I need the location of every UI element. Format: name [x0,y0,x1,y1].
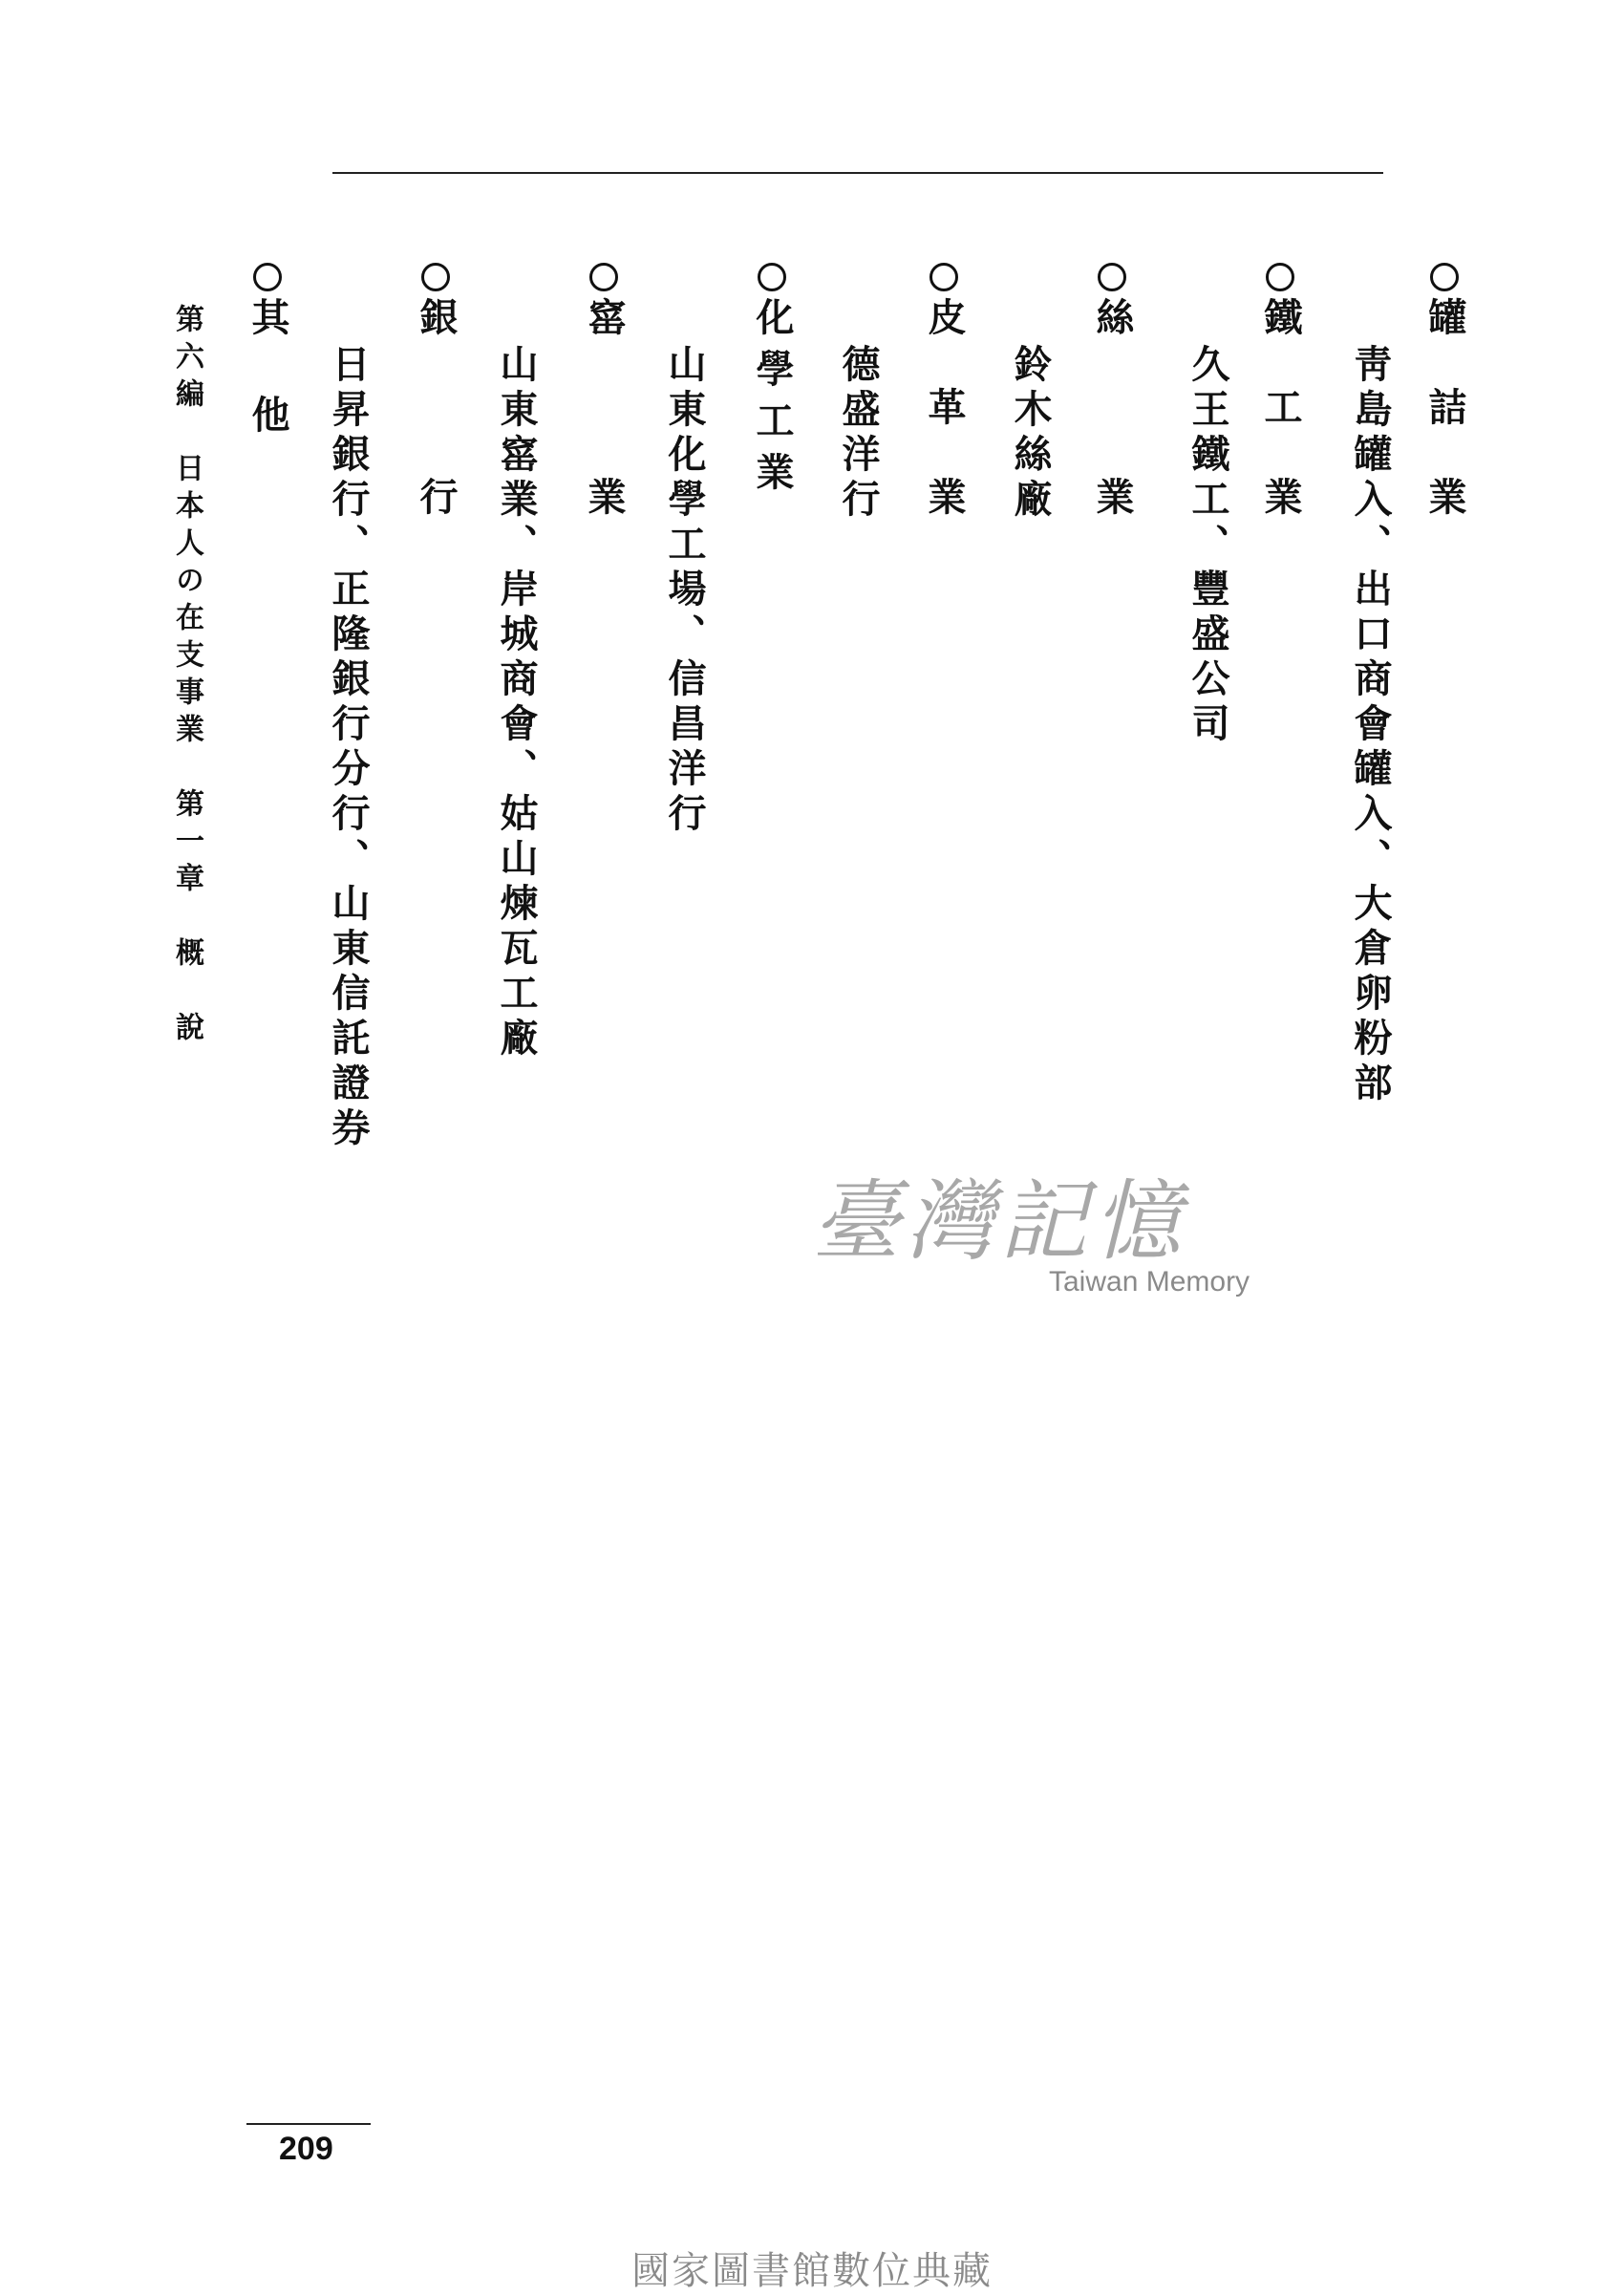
section-heading-label: 銀行 [414,297,459,656]
watermark-english: Taiwan Memory [1049,1266,1250,1298]
circle-bullet-icon [253,263,282,291]
section-heading-label: 其他 [246,297,290,492]
section-heading-silk [1091,263,1133,656]
section-heading-label: 窰業 [582,297,627,656]
section-heading-banking [415,263,457,656]
section-heading-leather [923,263,965,567]
library-credit: 國家圖書館數位典藏 [631,2249,993,2293]
section-content-leather: 德盛洋行 [836,344,881,524]
circle-bullet-icon [421,263,450,291]
section-heading-label: 化學工業 [750,297,795,504]
watermark-chinese: 臺灣記憶 [812,1170,1187,1273]
circle-bullet-icon [1430,263,1459,291]
section-heading-label: 皮革業 [922,297,967,567]
section-content-ironworks: 久王鐵工、豐盛公司 [1186,344,1230,748]
section-content-ceramics: 山東窰業、岸城商會、姑山煉瓦工廠 [494,344,539,1062]
section-content-silk: 鈴木絲廠 [1008,344,1053,524]
circle-bullet-icon [589,263,618,291]
section-heading-canning [1423,263,1465,567]
section-heading-ceramics [583,263,625,656]
top-rule [332,172,1383,174]
circle-bullet-icon [930,263,958,291]
section-heading-ironworks [1259,263,1301,567]
section-content-canning: 靑島罐入、出口商會罐入、大倉卵粉部 [1348,344,1393,1107]
section-heading-chemical [751,263,793,504]
circle-bullet-icon [1266,263,1294,291]
page-number-rule [246,2123,371,2125]
watermark [812,1151,1309,1323]
running-head: 第六編 日本人の在支事業 第一章 概 說 [170,304,203,1049]
section-content-chemical: 山東化學工場、信昌洋行 [662,344,707,838]
page-number: 209 [279,2131,333,2167]
section-heading-other [246,263,288,492]
circle-bullet-icon [1098,263,1126,291]
section-heading-label: 罐詰業 [1422,297,1467,567]
section-content-banking: 日昇銀行、正隆銀行分行、山東信託證券 [326,344,371,1152]
section-heading-label: 鐵工業 [1258,297,1303,567]
circle-bullet-icon [758,263,786,291]
section-heading-label: 絲業 [1090,297,1135,656]
